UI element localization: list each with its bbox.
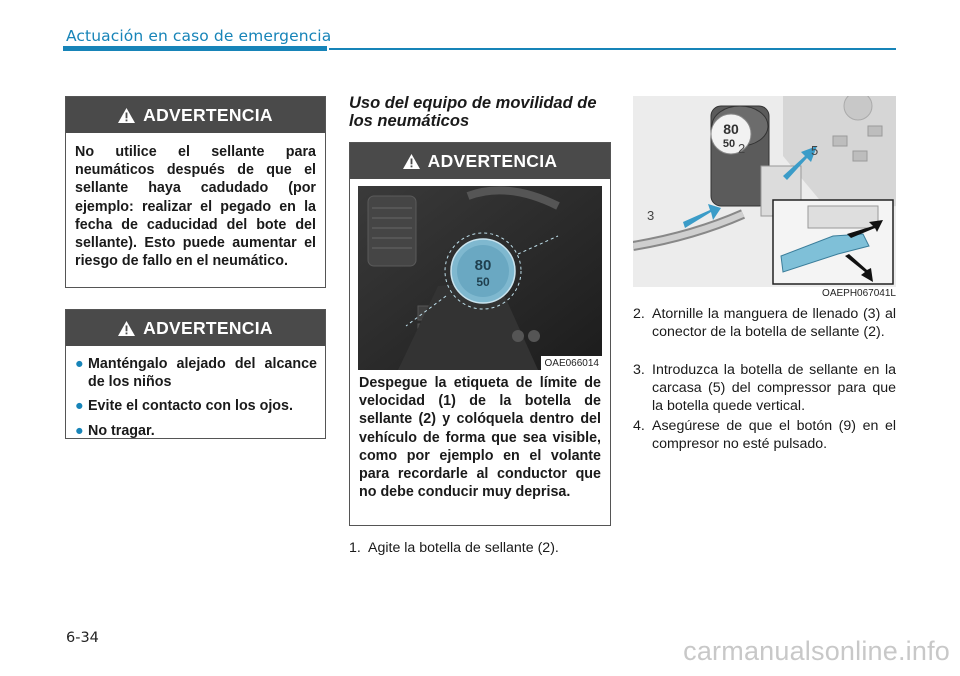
list-item: ● Evite el contacto con los ojos. bbox=[75, 398, 293, 415]
step-text: Introduzca la botella de sellante en la carcasa (5) del compressor para que la botella quede vertical. bbox=[652, 362, 896, 414]
callout-5: 5 bbox=[811, 143, 819, 158]
step-2 bbox=[633, 306, 896, 342]
dashboard-figure bbox=[358, 186, 602, 370]
compressor-figure bbox=[633, 96, 896, 287]
figure-code: OAEPH067041L bbox=[822, 288, 896, 299]
compressor-illustration bbox=[633, 96, 896, 287]
warning-box-safety bbox=[65, 309, 326, 439]
list-item: ● No tragar. bbox=[75, 422, 155, 439]
speed-label-small: 50 bbox=[476, 275, 490, 289]
bottle-label-big: 80 bbox=[723, 121, 739, 137]
dashboard-illustration bbox=[358, 186, 602, 370]
step-text: Asegúrese de que el botón (9) en el compresor no esté pulsado. bbox=[652, 418, 896, 452]
step-number: 4. bbox=[633, 418, 645, 434]
warning-text: Despegue la etiqueta de límite de velocidad (1) de la botella de sellante (2) y colóquela dentro del vehículo de forma que sea visible, como por ejemplo en el volante para recordarle al conductor que no debe conducir muy deprisa. bbox=[359, 375, 601, 501]
list-item: ● Manténgalo alejado del alcance de los niños bbox=[75, 356, 317, 391]
warning-list bbox=[66, 346, 325, 440]
warning-title: ADVERTENCIA bbox=[143, 317, 273, 338]
step-3 bbox=[633, 362, 896, 415]
warning-triangle-icon bbox=[118, 321, 135, 336]
watermark: carmanualsonline.info bbox=[683, 636, 950, 666]
warning-triangle-icon bbox=[403, 154, 420, 169]
header-accent-bar bbox=[63, 46, 327, 51]
speed-label-big: 80 bbox=[474, 257, 492, 274]
warning-header bbox=[66, 310, 325, 346]
header-rule bbox=[329, 48, 896, 50]
step-4 bbox=[633, 418, 896, 454]
page-number: 6-34 bbox=[66, 630, 99, 646]
warning-box-expiry bbox=[65, 96, 326, 288]
warning-triangle-icon bbox=[118, 108, 135, 123]
section-header-title: Actuación en caso de emergencia bbox=[66, 27, 332, 45]
bullet-icon: ● bbox=[75, 398, 84, 415]
warning-title: ADVERTENCIA bbox=[427, 150, 558, 171]
step-number: 2. bbox=[633, 306, 645, 322]
figure-code: OAE066014 bbox=[541, 356, 603, 370]
warning-header bbox=[66, 97, 325, 133]
bullet-icon: ● bbox=[75, 356, 84, 372]
step-text: Atornille la manguera de llenado (3) al conector de la botella de sellante (2). bbox=[652, 306, 896, 340]
step-number: 1. bbox=[349, 540, 361, 556]
step-number: 3. bbox=[633, 362, 645, 378]
section-title: Uso del equipo de movilidad de los neumáticos bbox=[349, 94, 597, 130]
step-1 bbox=[349, 540, 611, 558]
warning-title: ADVERTENCIA bbox=[143, 104, 273, 125]
warning-text: No utilice el sellante para neumáticos después de que el sellante haya cadudado (por ejemplo: realizar el pegado en la fecha de caducidad del bote del sellante). Esto puede aumentar el riesgo de fallo en el neumático. bbox=[75, 144, 316, 270]
warning-box-speed-label bbox=[349, 142, 611, 526]
step-text: Agite la botella de sellante (2). bbox=[368, 540, 559, 556]
bottle-label-small: 50 bbox=[722, 138, 736, 150]
warning-header bbox=[350, 143, 610, 179]
bullet-icon: ● bbox=[75, 422, 84, 439]
callout-3: 3 bbox=[647, 208, 655, 223]
callout-2: 2 bbox=[738, 141, 746, 156]
